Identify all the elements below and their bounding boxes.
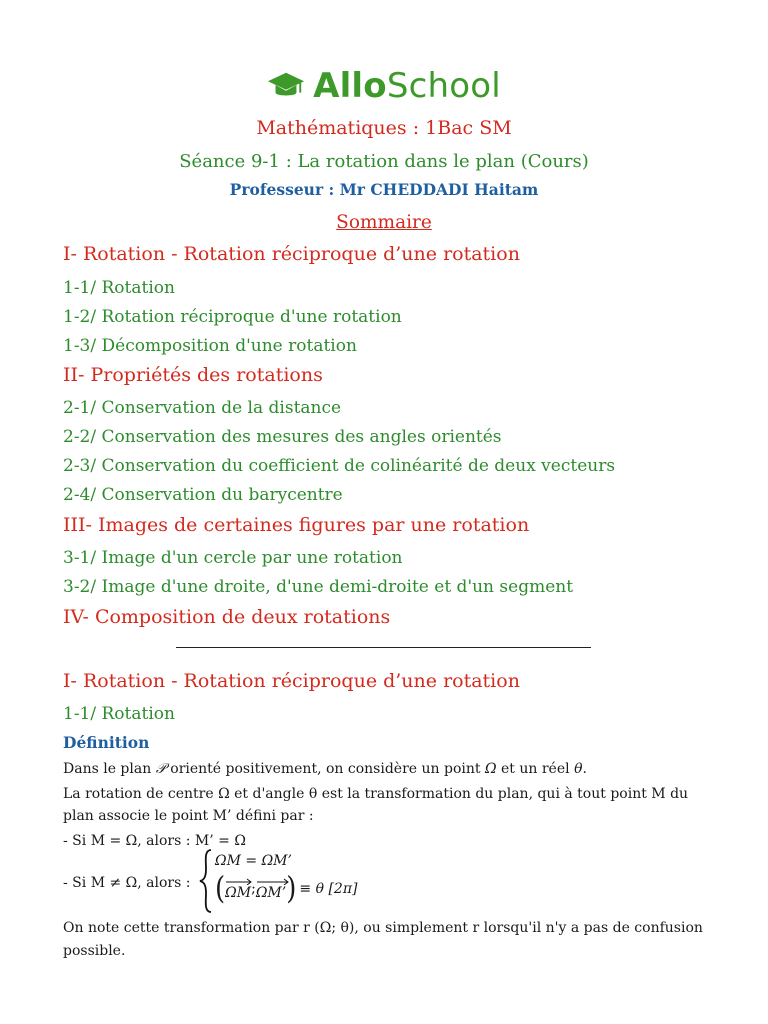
summary-title: Sommaire <box>336 212 432 233</box>
subject-title: Mathématiques : 1Bac SM <box>256 117 512 139</box>
toc-item-1-2[interactable]: 1-2/ Rotation réciproque d'une rotation <box>63 307 402 327</box>
vector-arrow-icon <box>225 878 253 885</box>
toc-item-2-3[interactable]: 2-3/ Conservation du coefficient de colinéarité de deux vecteurs <box>63 456 616 476</box>
subsection-title: 1-1/ Rotation <box>63 704 175 724</box>
alloschool-logo <box>0 66 768 106</box>
divider <box>176 647 591 648</box>
open-paren: ( <box>215 871 226 907</box>
toc-item-1-1[interactable]: 1-1/ Rotation <box>63 278 175 298</box>
close-paren: ) <box>286 871 297 907</box>
definition-paragraph-1: Dans le plan 𝒫 orienté positivement, on considère un point Ω et un réel θ. <box>63 761 587 777</box>
toc-item-3-1[interactable]: 3-1/ Image d'un cercle par une rotation <box>63 548 403 568</box>
definition-paragraph-2-line-2: plan associe le point M’ défini par : <box>63 808 314 824</box>
section-title: I- Rotation - Rotation réciproque d’une rotation <box>63 670 520 692</box>
angle-equation: ( ΩM ; ΩM’ ) ≡ θ [2π] <box>215 871 358 907</box>
definition-paragraph-3-line-1: On note cette transformation par r (Ω; θ), ou simplement r lorsqu'il n'y a pas de confusion <box>63 920 703 936</box>
toc-item-2-1[interactable]: 2-1/ Conservation de la distance <box>63 398 342 418</box>
left-brace-icon <box>199 849 213 913</box>
toc-section-1[interactable]: I- Rotation - Rotation réciproque d’une rotation <box>63 243 520 265</box>
toc-section-4[interactable]: IV- Composition de deux rotations <box>63 606 391 628</box>
session-title: Séance 9-1 : La rotation dans le plan (Cours) <box>179 151 589 172</box>
vector-omega-m: ΩM <box>225 878 251 901</box>
vector-arrow-icon <box>256 878 290 885</box>
toc-item-1-3[interactable]: 1-3/ Décomposition d'une rotation <box>63 336 357 356</box>
toc-item-2-2[interactable]: 2-2/ Conservation des mesures des angles orientés <box>63 427 502 447</box>
definition-paragraph-3-line-2: possible. <box>63 943 126 959</box>
graduation-cap-icon <box>267 67 305 105</box>
toc-section-3[interactable]: III- Images de certaines figures par une rotation <box>63 514 530 536</box>
distance-equation: ΩM = ΩM’ <box>215 853 292 869</box>
toc-section-2[interactable]: II- Propriétés des rotations <box>63 364 323 386</box>
case-equal: - Si M = Ω, alors : M’ = Ω <box>63 833 246 849</box>
condition-system <box>199 849 389 915</box>
brand-name: AlloSchool <box>313 66 501 106</box>
toc-item-2-4[interactable]: 2-4/ Conservation du barycentre <box>63 485 343 505</box>
professor-name: Professeur : Mr CHEDDADI Haitam <box>229 180 539 199</box>
toc-item-3-2[interactable]: 3-2/ Image d'une droite, d'une demi-droite et d'un segment <box>63 577 574 597</box>
case-not-equal: - Si M ≠ Ω, alors : <box>63 875 191 891</box>
definition-label: Définition <box>63 733 150 752</box>
vector-omega-m-prime: ΩM’ <box>256 878 286 901</box>
definition-paragraph-2-line-1: La rotation de centre Ω et d'angle θ est la transformation du plan, qui à tout point M du <box>63 786 689 802</box>
